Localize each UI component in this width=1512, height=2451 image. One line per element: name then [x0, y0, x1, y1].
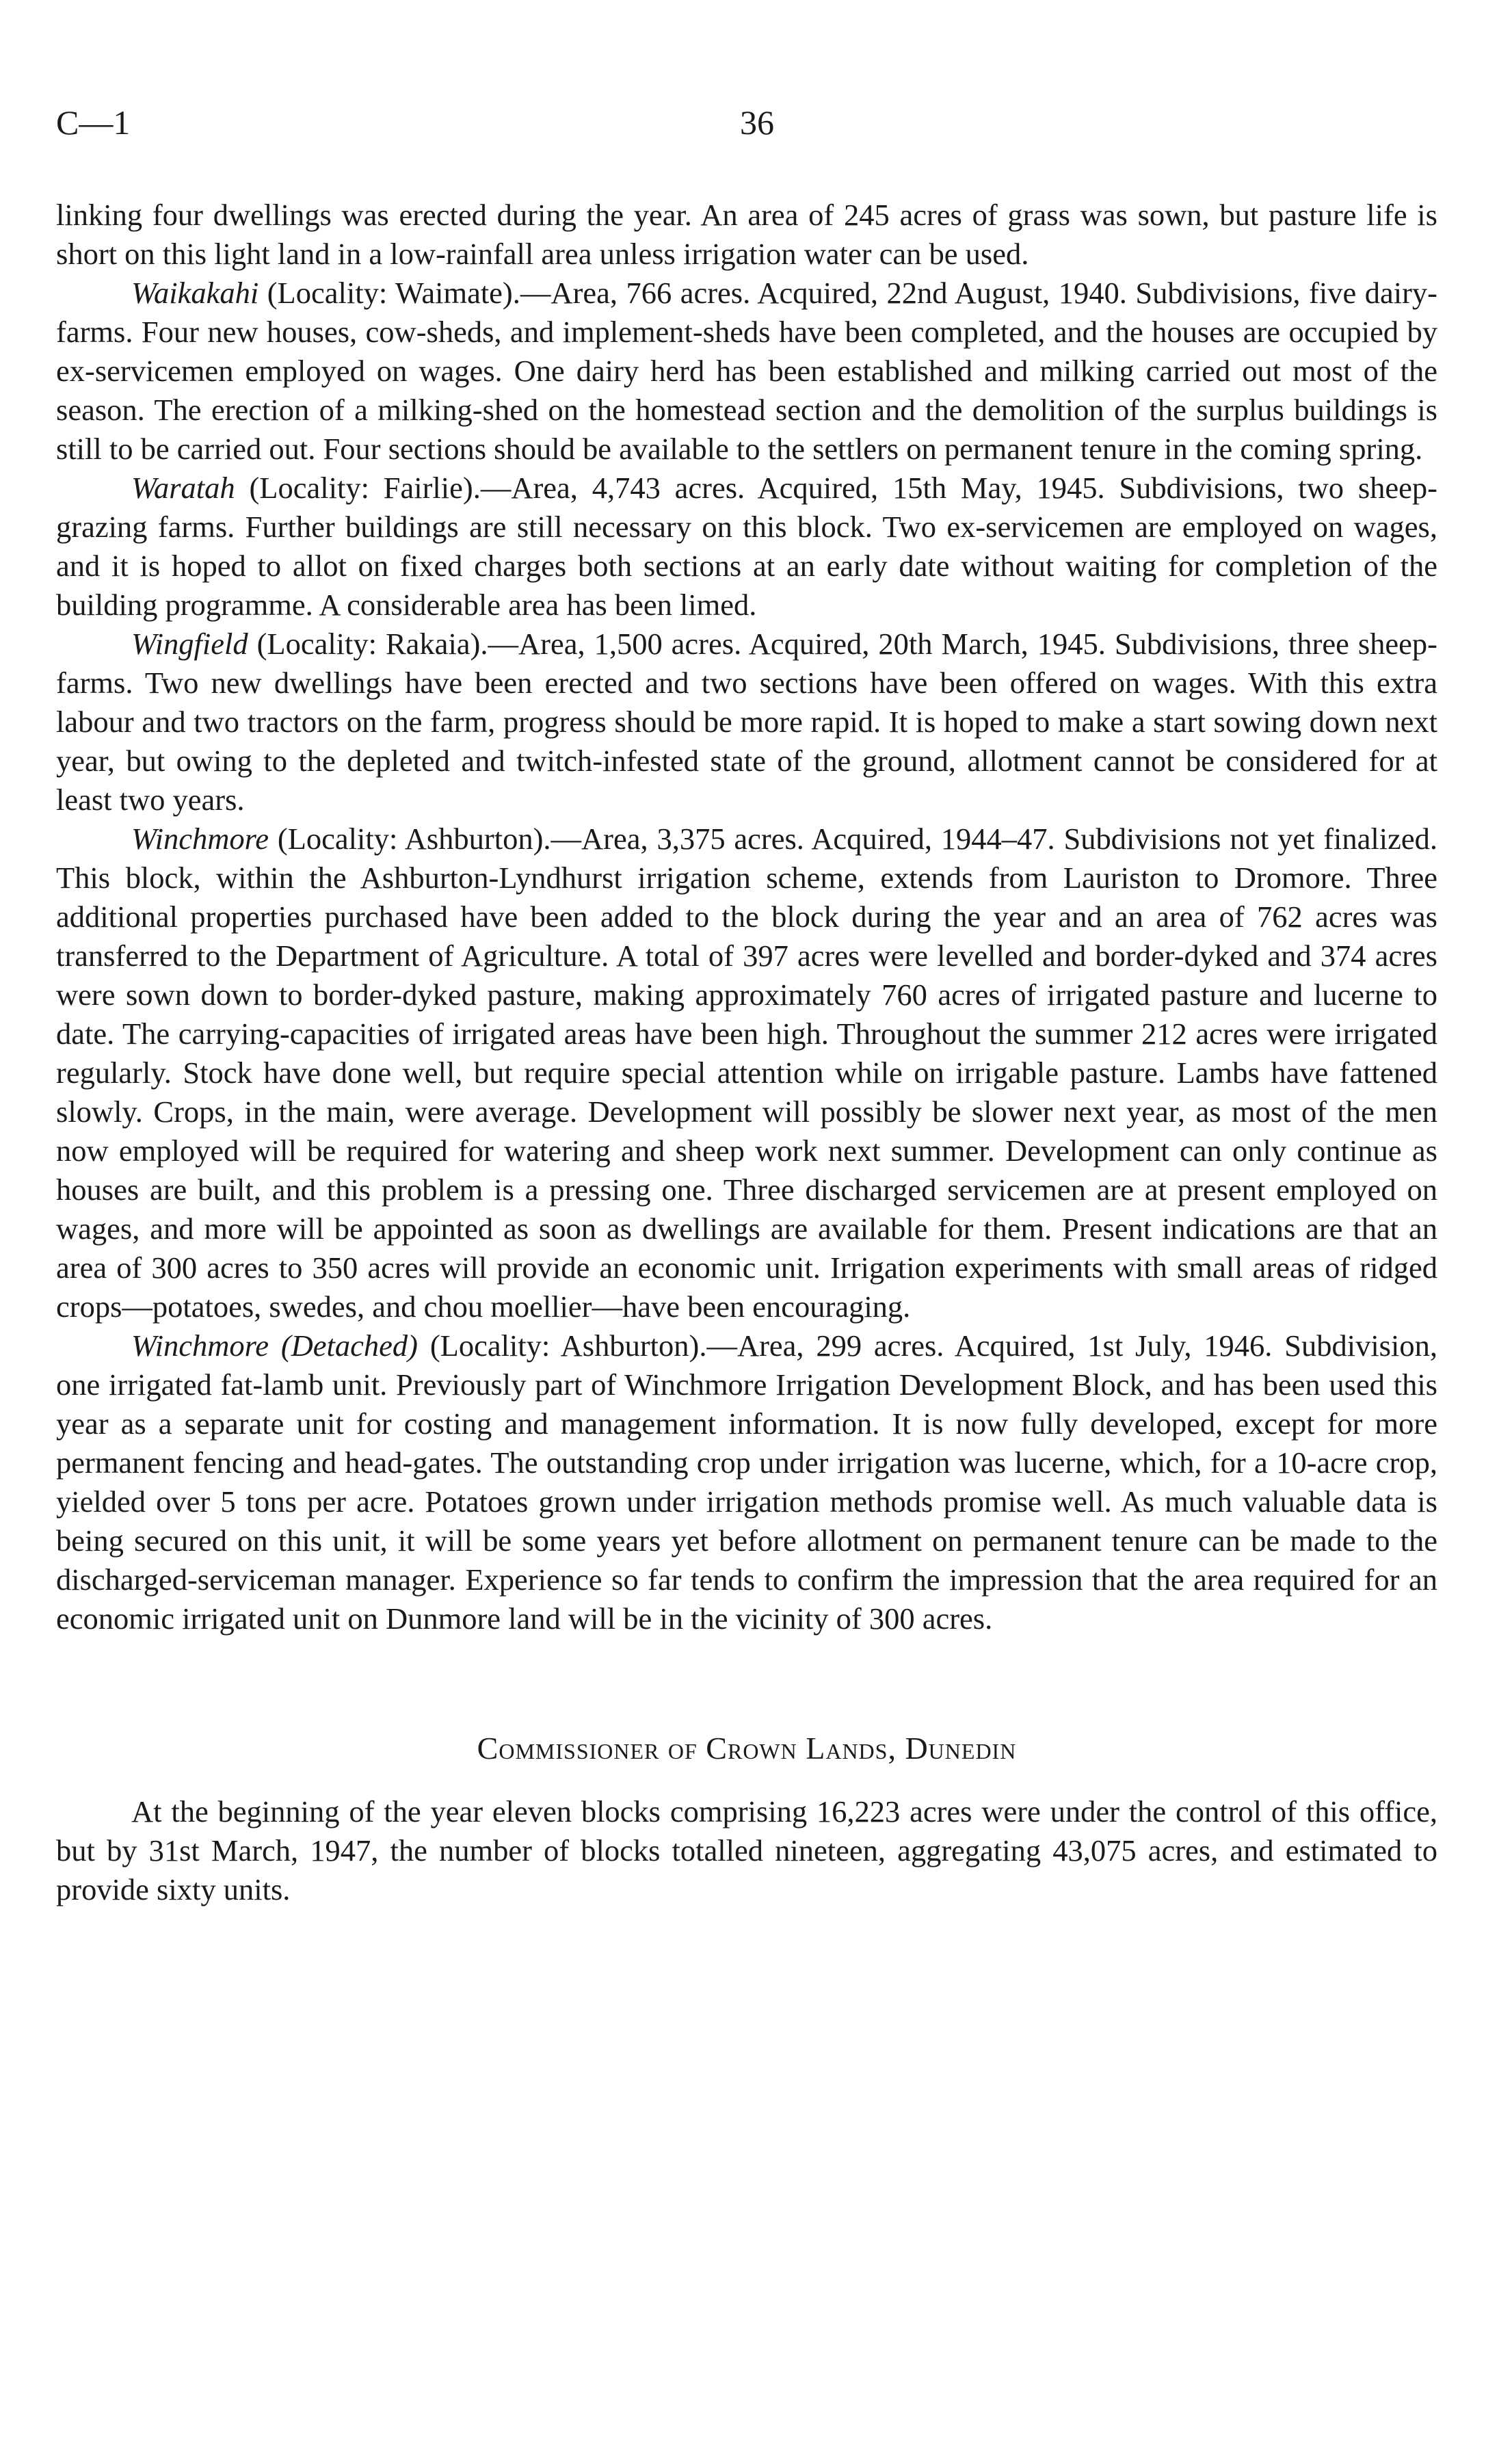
paragraph-text: linking four dwellings was erected during the year. An area of 245 acres of grass was sown, but pasture life is short on this light land in a low-rainfall area unless irrigation water can be used. — [56, 198, 1437, 271]
block-name: Winchmore — [131, 822, 269, 856]
paragraph-text: (Locality: Rakaia).—Area, 1,500 acres. Acquired, 20th March, 1945. Subdivisions, three sheep-farms. Two new dwellings have been erected and two sections have been offered on wages. With this extra labour and two tractors on the farm, progress should be more rapid. It is hoped to make a start sowing down next year, but owing to the depleted and twitch-infested state of the ground, allotment cannot be considered for at least two years. — [56, 627, 1437, 817]
paragraph-text: (Locality: Waimate).—Area, 766 acres. Acquired, 22nd August, 1940. Subdivisions, five dairy-farms. Four new houses, cow-sheds, and implement-sheds have been completed, and the houses are occupied by ex-servicemen employed on wages. One dairy herd has been established and milking carried out most of the season. The erection of a milking-shed on the homestead section and the demolition of the surplus buildings is still to be carried out. Four sections should be available to the settlers on permanent tenure in the coming spring. — [56, 276, 1437, 466]
paragraph-waratah — [56, 469, 1437, 625]
paragraph-winchmore-detached — [56, 1326, 1437, 1638]
block-name: Winchmore (Detached) — [131, 1328, 418, 1363]
paragraph-text: (Locality: Ashburton).—Area, 299 acres. Acquired, 1st July, 1946. Subdivision, one irrigated fat-lamb unit. Previously part of Winchmore Irrigation Development Block, and has been used this year as a separate unit for costing and management information. It is now fully developed, except for more permanent fencing and head-gates. The outstanding crop under irrigation was lucerne, which, for a 10-acre crop, yielded over 5 tons per acre. Potatoes grown under irrigation methods promise well. As much valuable data is being secured on this unit, it will be some years yet before allotment on permanent tenure can be made to the discharged-serviceman manager. Experience so far tends to confirm the impression that the area required for an economic irrigated unit on Dunmore land will be in the vicinity of 300 acres. — [56, 1328, 1437, 1636]
block-name: Wingfield — [131, 627, 248, 661]
page-number: 36 — [740, 103, 774, 142]
paragraph-text: (Locality: Fairlie).—Area, 4,743 acres. Acquired, 15th May, 1945. Subdivisions, two sheep-grazing farms. Further buildings are still necessary on this block. Two ex-servicemen are employed on wages, and it is hoped to allot on fixed charges both sections at an early date without waiting for completion of the building programme. A considerable area has been limed. — [56, 471, 1437, 622]
paragraph-waikakahi — [56, 274, 1437, 469]
paragraph-text: (Locality: Ashburton).—Area, 3,375 acres. Acquired, 1944–47. Subdivisions not yet finalized. This block, within the Ashburton-Lyndhurst irrigation scheme, extends from Lauriston to Dromore. Three additional properties purchased have been added to the block during the year and an area of 762 acres was transferred to the Department of Agriculture. A total of 397 acres were levelled and border-dyked and 374 acres were sown down to border-dyked pasture, making approximately 760 acres of irrigated pasture and lucerne to date. The carrying-capacities of irrigated areas have been high. Throughout the summer 212 acres were irrigated regularly. Stock have done well, but require special attention while on irrigable pasture. Lambs have fattened slowly. Crops, in the main, were average. Development will possibly be slower next year, as most of the men now employed will be required for watering and sheep work next summer. Development can only continue as houses are built, and this problem is a pressing one. Three discharged servicemen are at present employed on wages, and more will be appointed as soon as dwellings are available for them. Present indications are that an area of 300 acres to 350 acres will provide an economic unit. Irrigation experiments with small areas of ridged crops—potatoes, swedes, and chou moellier—have been encouraging. — [56, 822, 1437, 1324]
page-body — [56, 196, 1437, 1909]
document-reference: C—1 — [56, 103, 131, 142]
paragraph-continuation — [56, 196, 1437, 274]
paragraph-text: At the beginning of the year eleven blocks comprising 16,223 acres were under the control of this office, but by 31st March, 1947, the number of blocks totalled nineteen, aggregating 43,075 acres, and estimated to provide sixty units. — [56, 1794, 1437, 1906]
paragraph-wingfield — [56, 625, 1437, 820]
paragraph-winchmore — [56, 820, 1437, 1326]
block-name: Waikakahi — [131, 276, 259, 310]
section-heading: Commissioner of Crown Lands, Dunedin — [477, 1731, 1017, 1766]
page-header — [56, 103, 1437, 150]
block-name: Waratah — [131, 471, 235, 505]
paragraph-dunedin — [56, 1792, 1437, 1909]
